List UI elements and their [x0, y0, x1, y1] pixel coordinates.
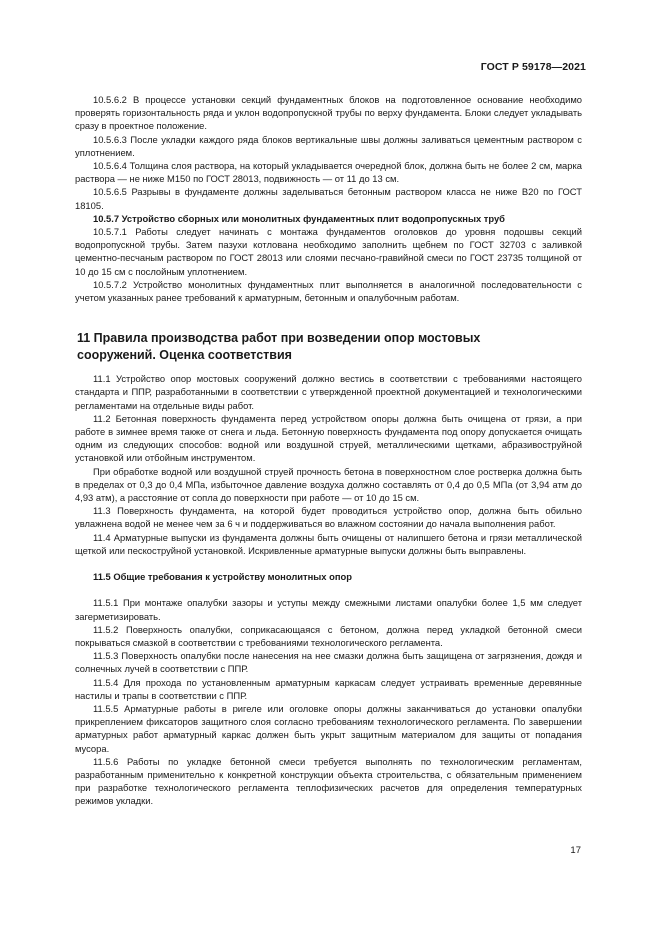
heading-11-5: 11.5 Общие требования к устройству монолитных опор — [93, 571, 352, 583]
paragraph-11-2: 11.2 Бетонная поверхность фундамента перед устройством опоры должна быть очищена от грязи, а при работе в зимнее время также от снега и льда. Бетонную поверхность фундамента под опору допускается очищать одним из следующих способов: водной или воздушной струей, металлическими щетками, абразивоструйной установкой или отбойным инструментом. — [75, 412, 582, 464]
heading-10-5-7: 10.5.7 Устройство сборных или монолитных фундаментных плит водопропускных труб — [93, 212, 505, 224]
document-id-header: ГОСТ Р 59178—2021 — [480, 61, 586, 73]
section-title-line-2: сооружений. Оценка соответствия — [77, 347, 292, 362]
paragraph-10-5-6-3: 10.5.6.3 После укладки каждого ряда блоков вертикальные швы должны заливаться цементным раствором с уплотнением. — [75, 133, 582, 158]
page-number: 17 — [570, 845, 581, 856]
paragraph-10-5-6-2: 10.5.6.2 В процессе установки секций фундаментных блоков на подготовленное основание необходимо проверять горизонтальность ряда и уклон водопропускной трубы по верху фундамента. Блоки следует укладывать сразу в проектное положение. — [75, 94, 582, 132]
paragraph-11-5-1: 11.5.1 При монтаже опалубки зазоры и уступы между смежными листами опалубки более 1,5 мм следует загерметизировать. — [75, 597, 582, 622]
paragraph-11-5-2: 11.5.2 Поверхность опалубки, соприкасающаяся с бетоном, должна перед укладкой бетонной смеси покрываться смазкой в соответствии с требованиями технологического регламента. — [75, 623, 582, 648]
paragraph-10-5-7-2: 10.5.7.2 Устройство монолитных фундаментных плит выполняется в аналогичной последовательности с учетом указанных ранее требований к арматурным, бетонным и опалубочным работам. — [75, 278, 582, 304]
paragraph-10-5-6-5: 10.5.6.5 Разрывы в фундаменте должны заделываться бетонным раствором класса не ниже В20 по ГОСТ 18105. — [75, 186, 582, 211]
paragraph-11-5-5: 11.5.5 Арматурные работы в ригеле или оголовке опоры должны заканчиваться до установки опалубки прикреплением фиксаторов защитного слоя согласно требованиям технологического регламента. По завершении арматурных работ арматурный каркас должен быть укрыт защитным материалом для защиты от попадания мусора. — [75, 702, 582, 754]
paragraph-11-1: 11.1 Устройство опор мостовых сооружений должно вестись в соответствии с требованиями настоящего стандарта и ППР, разработанными в соответствии с утвержденной проектной документацией и технологическими регламентами на отдельные виды работ. — [75, 373, 582, 411]
paragraph-10-5-7-1: 10.5.7.1 Работы следует начинать с монтажа фундаментов оголовков до уровня подошвы секций водопропускной трубы. Затем пазухи котлована необходимо заполнить щебнем по ГОСТ 32703 с заливкой цементно-песчаным раствором по ГОСТ 28013 или слоями песчано-гравийной смеси по ГОСТ 23735 толщиной от 10 до 15 см с послойным уплотнением. — [75, 226, 582, 277]
page-body — [75, 93, 582, 808]
paragraph-11-5-6: 11.5.6 Работы по укладке бетонной смеси требуется выполнять по технологическим регламентам, разработанным применительно к конкретной конструкции объекта строительства, с обязательным применением при разработке технологического регламента теплофизических расчетов для определения температурных режимов укладки. — [75, 755, 582, 807]
paragraph-11-4: 11.4 Арматурные выпуски из фундамента должны быть очищены от налипшего бетона и грязи металлической щеткой или пескоструйной установкой. Искривленные арматурные выпуски должны быть выправлены. — [75, 531, 582, 556]
paragraph-10-5-6-4: 10.5.6.4 Толщина слоя раствора, на который укладывается очередной блок, должна быть не более 2 см, марка раствора — не ниже М150 по ГОСТ 28013, подвижность — от 11 до 13 см. — [75, 160, 582, 185]
paragraph-11-2-continued: При обработке водной или воздушной струей прочность бетона в поверхностном слое ростверка должна быть в пределах от 0,3 до 0,4 МПа, избыточное давление воздуха должно составлять от 0,4 до 0,5 МПа (от 3,94 атм до 4,93 атм), а расстояние от сопла до поверхности при работе — от 10 до 15 см. — [75, 465, 582, 504]
section-title-line-1: 11 Правила производства работ при возведении опор мостовых — [77, 331, 481, 346]
section-11-title — [75, 330, 582, 363]
paragraph-11-3: 11.3 Поверхность фундамента, на которой будет проводиться устройство опор, должна быть обильно увлажнена водой не менее чем за 6 ч и поддерживаться во влажном состоянии до начала выполнения работ. — [75, 505, 582, 530]
paragraph-11-5-4: 11.5.4 Для прохода по установленным арматурным каркасам следует устраивать временные деревянные настилы и трапы в соответствии с ППР. — [75, 676, 582, 701]
paragraph-11-5-3: 11.5.3 Поверхность опалубки после нанесения на нее смазки должна быть защищена от загрязнения, дождя и солнечных лучей в соответствии с ППР. — [75, 650, 582, 675]
